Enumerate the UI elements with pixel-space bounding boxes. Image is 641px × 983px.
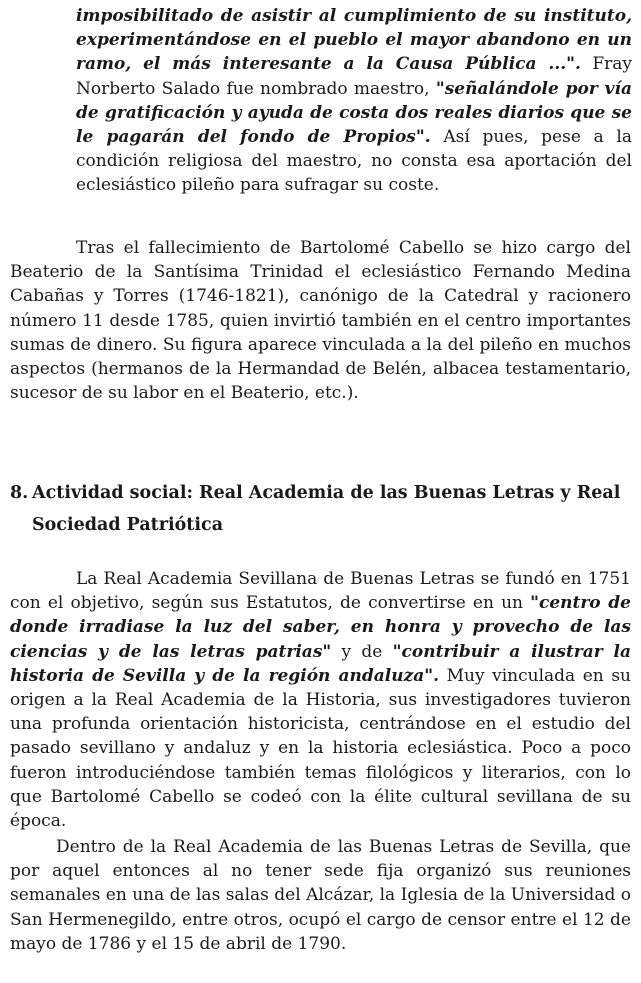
section-title-line1: Actividad social: Real Academia de las Buenas Letras y Real bbox=[32, 483, 621, 503]
section-number: 8. bbox=[10, 483, 29, 503]
body-text: Fray Norberto Salado fue nombrado maestro, bbox=[76, 54, 632, 99]
section-heading bbox=[10, 477, 631, 541]
body-text: Muy vinculada en su origen a la Real Academia de la Historia, sus investigadores tuvieron una profunda orientación historicista, centrándose en el estudio del pasado sevillano y andaluz y en la historia eclesiástica. Poco a poco fueron introduciéndose también temas filológicos y literarios, con lo que Bartolomé Cabello se codeó con la élite cultural sevillana de su época. bbox=[10, 665, 631, 832]
body-text: La Real Academia Sevillana de Buenas Letras se fundó en 1751 con el objetivo, según sus Estatutos, de convertirse en un bbox=[10, 569, 631, 614]
quote-text: imposibilitado de asistir al cumplimiento de su instituto, experimentándose en el pueblo el mayor abandono en un ramo, el más interesante a la Causa Pública ...". bbox=[76, 6, 632, 75]
section-title-line2: Sociedad Patriótica bbox=[32, 515, 224, 535]
paragraph-academia bbox=[10, 567, 631, 833]
quote-text: "contribuir a ilustrar la historia de Sevilla y de la región andaluza". bbox=[10, 641, 631, 686]
quote-text: "señalándole por vía de gratificación y ayuda de costa dos reales diarios que se le pagarán del fondo de Propios". bbox=[76, 78, 632, 148]
paragraph-quote-continuation bbox=[76, 4, 632, 198]
body-text: Dentro de la Real Academia de las Buenas Letras de Sevilla, que por aquel entonces al no tener sede fija organizó sus reuniones semanales en una de las salas del Alcázar, la Iglesia de la Universidad o San Hermenegildo, entre otros, ocupó el cargo de censor entre el 12 de mayo de 1786 y el 15 de abril de 1790. bbox=[10, 837, 631, 954]
body-text: Así pues, pese a la condición religiosa del maestro, no consta esa aportación del eclesiástico pileño para sufragar su coste. bbox=[76, 127, 632, 196]
body-text: Tras el fallecimiento de Bartolomé Cabello se hizo cargo del Beaterio de la Santísima Trinidad el eclesiástico Fernando Medina Cabañas y Torres (1746-1821), canónigo de la Catedral y racionero número 11 desde 1785, quien invirtió también en el centro importantes sumas de dinero. Su figura aparece vinculada a la del pileño en muchos aspectos (hermanos de la Hermandad de Belén, albacea testamentario, sucesor de su labor en el Beaterio, etc.). bbox=[10, 238, 631, 404]
body-text: y de bbox=[331, 641, 393, 662]
paragraph-medina bbox=[10, 236, 631, 405]
quote-text: "centro de donde irradiase la luz del saber, en honra y provecho de las ciencias y de las letras patrias" bbox=[10, 593, 631, 662]
paragraph-censor bbox=[10, 835, 631, 956]
